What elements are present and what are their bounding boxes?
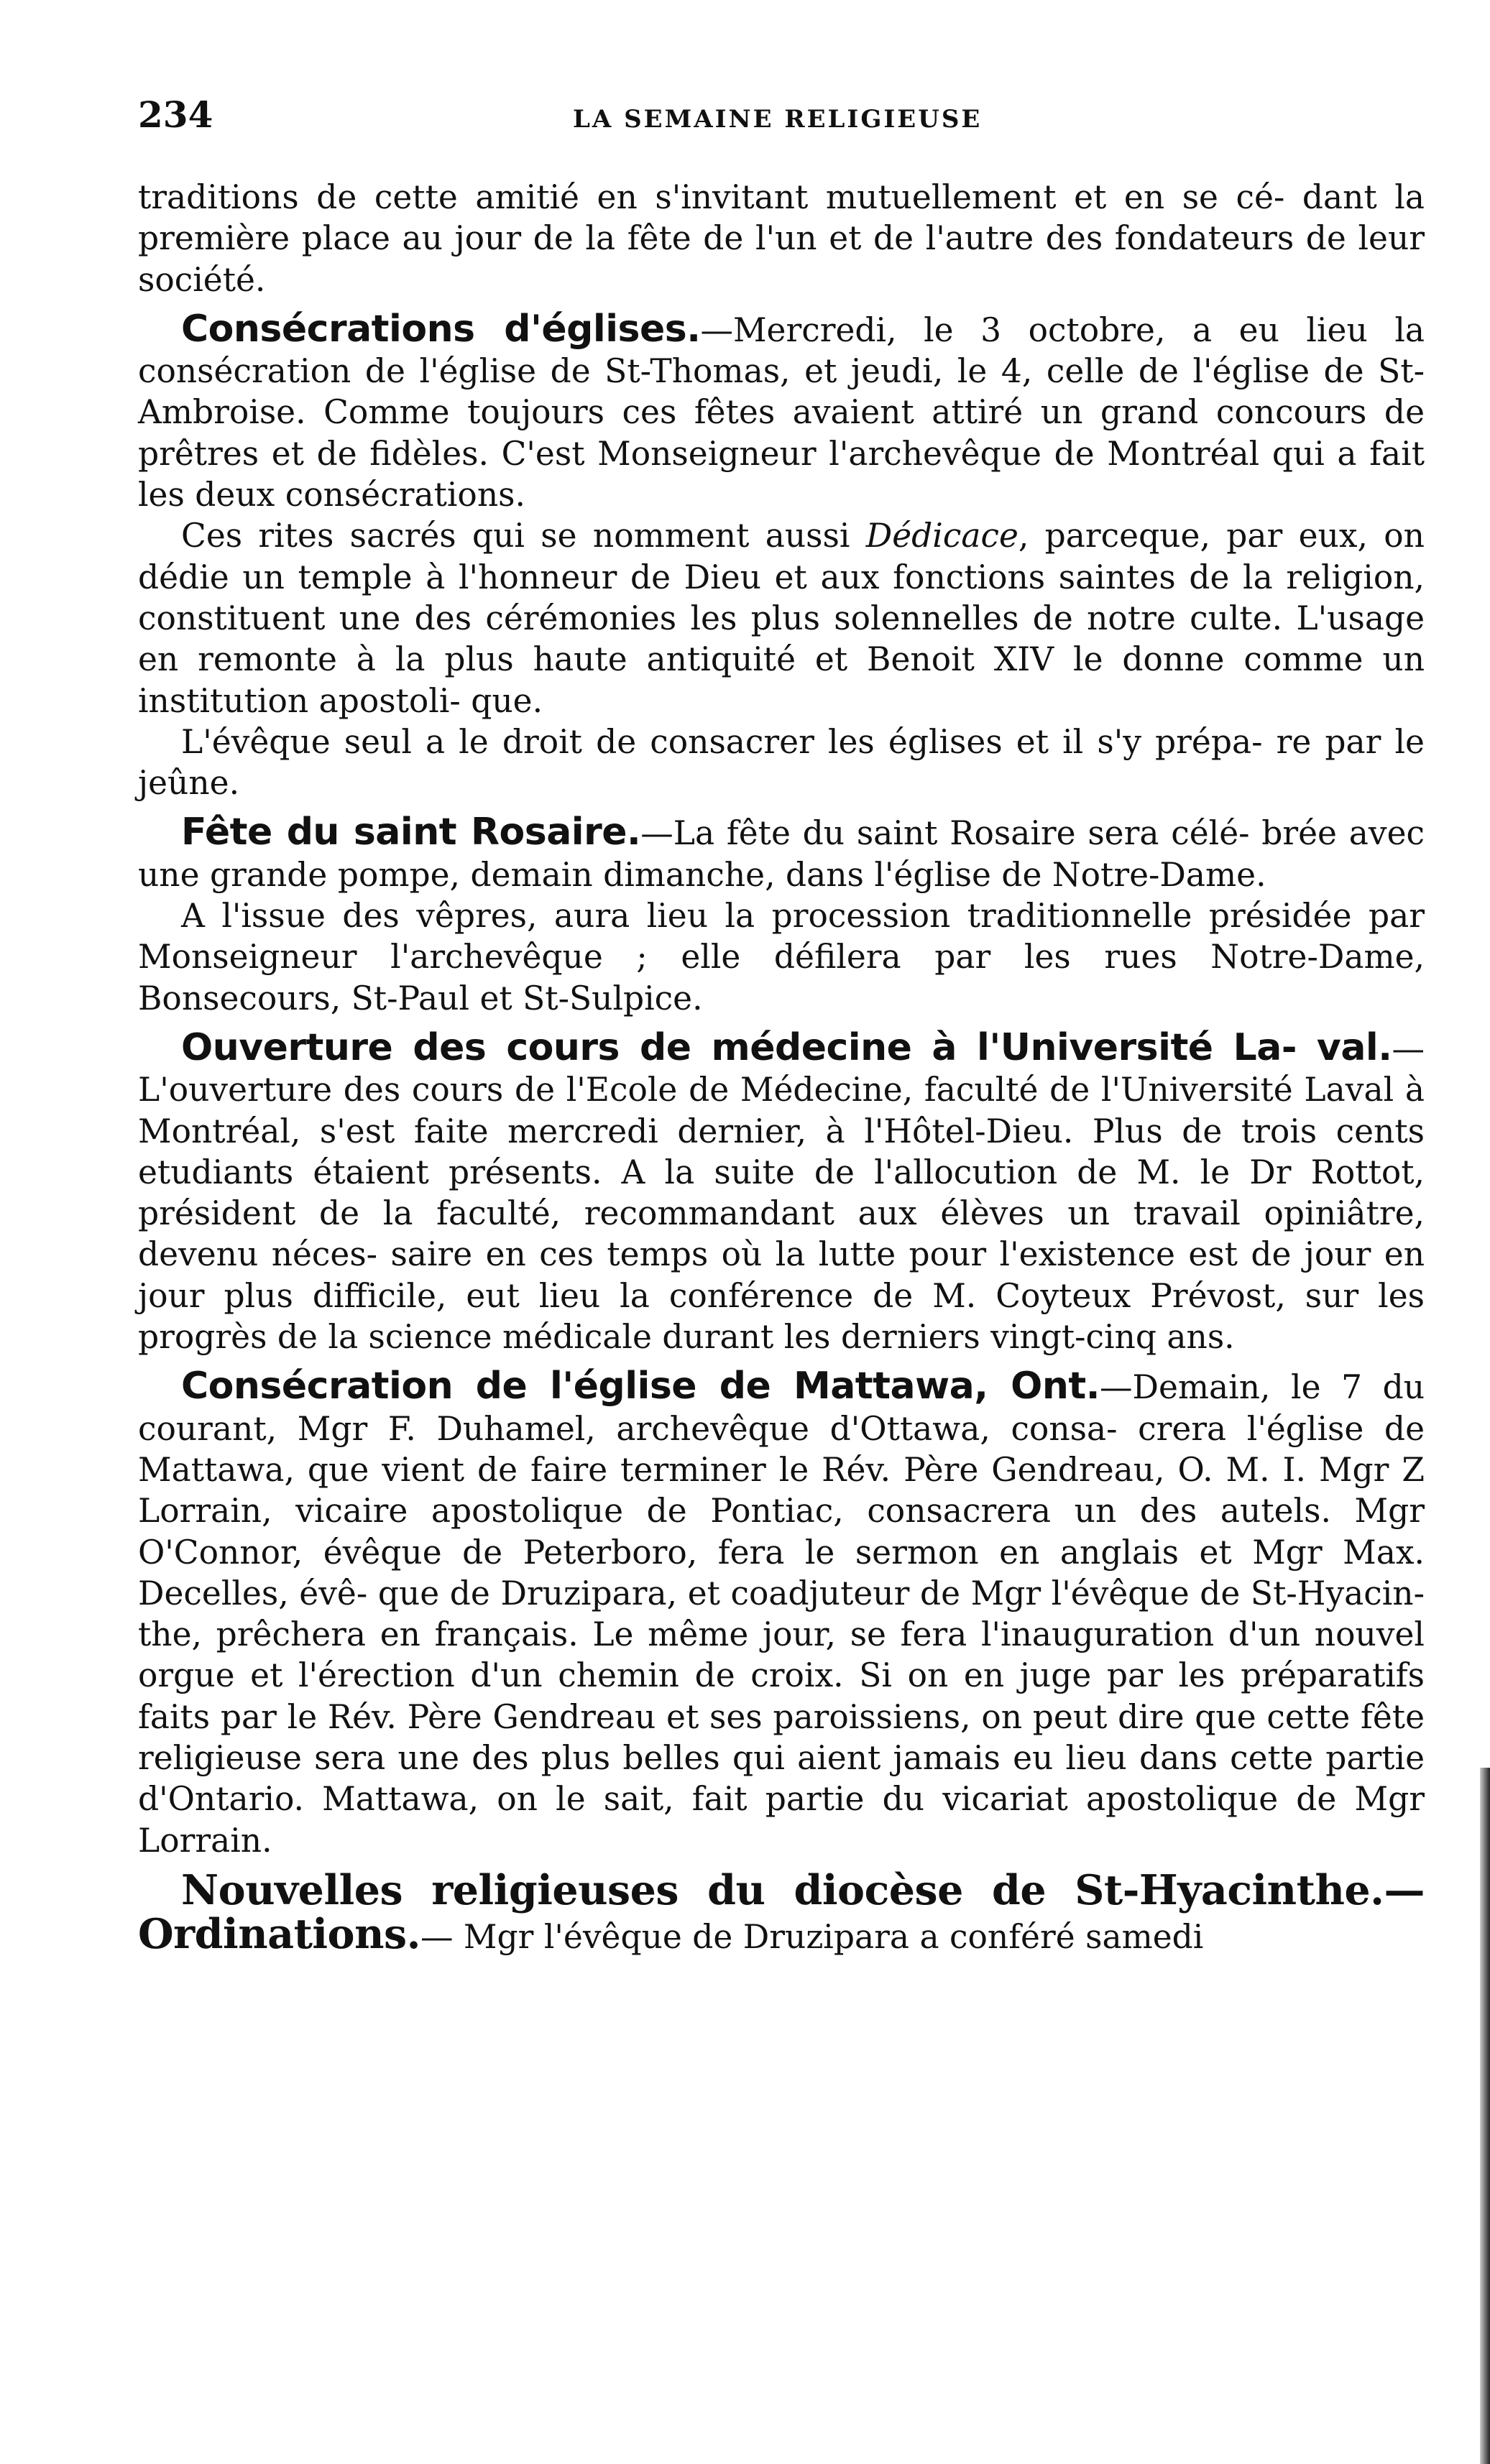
consecrations-paragraph-2 xyxy=(138,515,1425,721)
rosaire-paragraph-2: A l'issue des vêpres, aura lieu la procession traditionnelle présidée par Monseigneur l'archevêque ; elle défilera par les rues Notre-Dame, Bonsecours, St-Paul et St-Sulpice. xyxy=(138,897,1425,1018)
mattawa-heading: Consécration de l'église de Mattawa, Ont. xyxy=(181,1365,1100,1408)
rosaire-heading: Fête du saint Rosaire. xyxy=(181,811,641,854)
consecrations-text-2a: Ces rites sacrés qui se nomment aussi xyxy=(181,517,866,555)
consecrations-paragraph-3: L'évêque seul a le droit de consacrer les églises et il s'y prépa- re par le jeûne. xyxy=(138,722,1425,803)
rosaire-text-1: —La fête du saint Rosaire sera célé- brée avec une grande pompe, demain dimanche, dans l'église de Notre-Dame. xyxy=(138,814,1425,894)
nouvelles-paragraph-1 xyxy=(138,1865,1425,1959)
section-medecine xyxy=(138,1025,1425,1357)
section-nouvelles xyxy=(138,1865,1425,1959)
medecine-heading: Ouverture des cours de médecine à l'Université La- val. xyxy=(181,1025,1392,1069)
mattawa-text-1: —Demain, le 7 du courant, Mgr F. Duhamel, archevêque d'Ottawa, consa- crera l'église de Mattawa, que vient de faire terminer le Rév. Père Gendreau, O. M. I. Mgr Z Lorrain, vicaire apostolique de Pontiac, consacrera un des autels. Mgr O'Connor, évêque de Peterboro, fera le sermon en anglais et Mgr Max. Decelles, évê- que de Druzipara, et coadjuteur de Mgr l'évêque de St-Hyacin- the, prêchera en français. Le même jour, se fera l'inauguration d'un nouvel orgue et l'érection d'un chemin de croix. Si on en juge par les préparatifs faits par le Rév. Père Gendreau et ses paroissiens, on peut dire que cette fête religieuse sera une des plus belles qui aient jamais eu lieu dans cette partie d'Ontario. Mattawa, on le sait, fait partie du vicariat apostolique de Mgr Lorrain. xyxy=(138,1368,1425,1860)
mattawa-paragraph-1 xyxy=(138,1366,1425,1861)
page-edge-shadow xyxy=(1480,1768,1490,2464)
page-number: 234 xyxy=(138,93,213,136)
consecrations-text-1: —Mercredi, le 3 octobre, a eu lieu la consécration de l'église de St-Thomas, et jeudi, le 4, celle de l'église de St-Ambroise. Comme toujours ces fêtes avaient attiré un grand concours de prêtres et de fidèles. C'est Monseigneur l'archevêque de Montréal qui a fait les deux consécrations. xyxy=(138,310,1425,515)
nouvelles-heading: Nouvelles religieuses du diocèse de St-Hyacinthe.— Ordinations. xyxy=(138,1865,1425,1959)
dedicace-term: Dédicace xyxy=(865,517,1018,555)
journal-title: LA SEMAINE RELIGIEUSE xyxy=(573,105,983,134)
running-header xyxy=(138,93,1425,151)
section-consecrations xyxy=(138,309,1425,804)
consecrations-paragraph-1 xyxy=(138,309,1425,515)
rosaire-paragraph-1 xyxy=(138,812,1425,895)
section-rosaire xyxy=(138,812,1425,1018)
document-page xyxy=(138,93,1425,2436)
consecrations-heading: Consécrations d'églises. xyxy=(181,307,701,351)
article-body xyxy=(138,177,1425,1957)
nouvelles-text-1: — Mgr l'évêque de Druzipara a conféré samedi xyxy=(420,1918,1204,1957)
opening-paragraph: traditions de cette amitié en s'invitant mutuellement et en se cé- dant la première place au jour de la fête de l'un et de l'autre des fondateurs de leur société. xyxy=(138,178,1425,299)
medecine-paragraph-1 xyxy=(138,1025,1425,1357)
consecrations-text-2b: , parceque, par eux, on dédie un temple à l'honneur de Dieu et aux fonctions saintes de la religion, constituent une des cérémonies les plus solennelles de notre culte. L'usage en remonte à la plus haute antiquité et Benoit XIV le donne comme un institution apostoli- que. xyxy=(138,517,1425,720)
section-mattawa xyxy=(138,1366,1425,1861)
medecine-text-1: —L'ouverture des cours de l'Ecole de Médecine, faculté de l'Université Laval à Montréal, s'est faite mercredi dernier, à l'Hôtel-Dieu. Plus de trois cents etudiants étaient présents. A la suite de l'allocution de M. le Dr Rottot, président de la faculté, recommandant aux élèves un travail opiniâtre, devenu néces- saire en ces temps où la lutte pour l'existence est de jour en jour plus difficile, eut lieu la conférence de M. Coyteux Prévost, sur les progrès de la science médicale durant les derniers vingt-cinq ans. xyxy=(138,1029,1425,1357)
